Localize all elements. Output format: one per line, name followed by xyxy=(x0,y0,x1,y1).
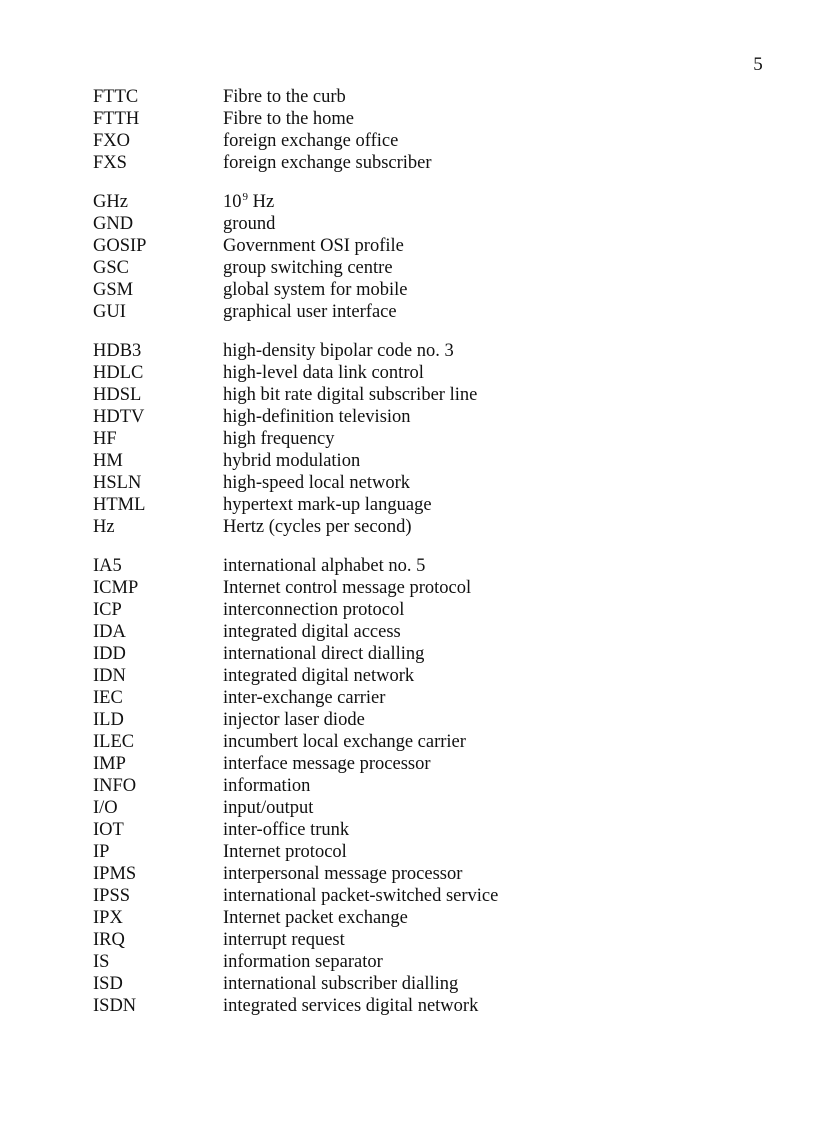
glossary-entry xyxy=(93,130,733,152)
definition-text: high bit rate digital subscriber line xyxy=(223,385,478,405)
definition-text: interface message processor xyxy=(223,754,431,774)
abbreviation: FXS xyxy=(93,153,127,173)
definition xyxy=(223,577,733,599)
definition-text: Internet protocol xyxy=(223,842,347,862)
definition-text: international direct dialling xyxy=(223,644,425,664)
definition xyxy=(223,472,733,494)
definition-text: international packet-switched service xyxy=(223,886,499,906)
glossary-group xyxy=(93,555,733,1017)
definition xyxy=(223,753,733,775)
definition xyxy=(223,384,733,406)
glossary-entry xyxy=(93,450,733,472)
definition xyxy=(223,406,733,428)
definition xyxy=(223,301,733,323)
definition-text: inter-office trunk xyxy=(223,820,350,840)
abbreviation: IPX xyxy=(93,908,123,928)
definition-text: Fibre to the home xyxy=(223,109,355,129)
definition xyxy=(223,235,733,257)
glossary-entry xyxy=(93,577,733,599)
definition xyxy=(223,213,733,235)
abbreviation: HDTV xyxy=(93,407,145,427)
abbreviation: GUI xyxy=(93,302,126,322)
definition xyxy=(223,731,733,753)
definition-text: Fibre to the curb xyxy=(223,87,346,107)
definition-text: hypertext mark-up language xyxy=(223,495,432,515)
abbreviation: ILD xyxy=(93,710,124,730)
abbreviation: Hz xyxy=(93,517,115,537)
abbreviation: ILEC xyxy=(93,732,135,752)
glossary-entry xyxy=(93,797,733,819)
glossary-entry xyxy=(93,951,733,973)
definition xyxy=(223,516,733,538)
glossary-entry xyxy=(93,863,733,885)
abbreviation: FTTC xyxy=(93,87,139,107)
glossary-entry xyxy=(93,753,733,775)
definition xyxy=(223,340,733,362)
definition xyxy=(223,709,733,731)
glossary-entry xyxy=(93,406,733,428)
glossary-entry xyxy=(93,279,733,301)
definition xyxy=(223,687,733,709)
glossary-entry xyxy=(93,257,733,279)
definition-text: Internet packet exchange xyxy=(223,908,408,928)
abbreviation: HTML xyxy=(93,495,146,515)
definition-text: information xyxy=(223,776,311,796)
definition xyxy=(223,86,733,108)
definition-text: 10 xyxy=(223,192,242,212)
abbreviation: GOSIP xyxy=(93,236,147,256)
glossary-entry xyxy=(93,384,733,406)
definition xyxy=(223,450,733,472)
definition-text: interpersonal message processor xyxy=(223,864,463,884)
glossary-entry xyxy=(93,599,733,621)
abbreviation: IA5 xyxy=(93,556,122,576)
glossary-entry xyxy=(93,731,733,753)
definition-text: information separator xyxy=(223,952,383,972)
glossary-entry xyxy=(93,213,733,235)
abbreviation: ISD xyxy=(93,974,123,994)
abbreviation: HSLN xyxy=(93,473,142,493)
glossary-entry xyxy=(93,643,733,665)
abbreviation: ICP xyxy=(93,600,122,620)
definition xyxy=(223,599,733,621)
glossary-entry xyxy=(93,86,733,108)
glossary-entry xyxy=(93,516,733,538)
glossary-entry xyxy=(93,709,733,731)
definition-text: Government OSI profile xyxy=(223,236,404,256)
glossary-entry xyxy=(93,494,733,516)
glossary-entry xyxy=(93,108,733,130)
abbreviation: GHz xyxy=(93,192,128,212)
abbreviation: IPMS xyxy=(93,864,137,884)
definition-text: ground xyxy=(223,214,276,234)
glossary-entry xyxy=(93,191,733,213)
definition xyxy=(223,555,733,577)
definition-text: hybrid modulation xyxy=(223,451,361,471)
definition-text: high-density bipolar code no. 3 xyxy=(223,341,454,361)
abbreviation: IDN xyxy=(93,666,126,686)
glossary-entry xyxy=(93,428,733,450)
definition xyxy=(223,130,733,152)
definition xyxy=(223,665,733,687)
definition xyxy=(223,819,733,841)
definition-text: graphical user interface xyxy=(223,302,397,322)
glossary-group xyxy=(93,86,733,174)
glossary-entry xyxy=(93,885,733,907)
abbreviation: FTTH xyxy=(93,109,140,129)
glossary-group xyxy=(93,340,733,538)
abbreviation: ICMP xyxy=(93,578,139,598)
abbreviation: HM xyxy=(93,451,123,471)
definition-text: interconnection protocol xyxy=(223,600,405,620)
abbreviation: IDD xyxy=(93,644,126,664)
glossary-group xyxy=(93,191,733,323)
glossary-entry xyxy=(93,819,733,841)
definition-text: global system for mobile xyxy=(223,280,408,300)
definition-text: foreign exchange subscriber xyxy=(223,153,432,173)
definition-text: high-level data link control xyxy=(223,363,424,383)
definition-text: high-definition television xyxy=(223,407,411,427)
definition-text: high-speed local network xyxy=(223,473,410,493)
abbreviation: IEC xyxy=(93,688,123,708)
abbreviation: IRQ xyxy=(93,930,125,950)
glossary-entry xyxy=(93,687,733,709)
definition xyxy=(223,643,733,665)
glossary-entry xyxy=(93,301,733,323)
definition xyxy=(223,362,733,384)
definition-text: incumbert local exchange carrier xyxy=(223,732,466,752)
definition-text: integrated services digital network xyxy=(223,996,479,1016)
definition-text: injector laser diode xyxy=(223,710,365,730)
glossary-entry xyxy=(93,235,733,257)
abbreviation: GSM xyxy=(93,280,134,300)
definition-superscript: 9 xyxy=(242,191,248,203)
glossary-entry xyxy=(93,775,733,797)
abbreviation: IP xyxy=(93,842,110,862)
abbreviation: HDLC xyxy=(93,363,144,383)
definition-text: input/output xyxy=(223,798,314,818)
definition xyxy=(223,108,733,130)
definition xyxy=(223,191,733,213)
definition xyxy=(223,494,733,516)
glossary-entry xyxy=(93,621,733,643)
definition-text: Internet control message protocol xyxy=(223,578,472,598)
abbreviation: HDB3 xyxy=(93,341,142,361)
glossary-entry xyxy=(93,362,733,384)
glossary-entry xyxy=(93,907,733,929)
abbreviation: IOT xyxy=(93,820,124,840)
definition-text: high frequency xyxy=(223,429,335,449)
definition-text: foreign exchange office xyxy=(223,131,399,151)
definition xyxy=(223,621,733,643)
abbreviation: GND xyxy=(93,214,134,234)
definition xyxy=(223,863,733,885)
definition xyxy=(223,257,733,279)
definition-text: inter-exchange carrier xyxy=(223,688,386,708)
abbreviation: IDA xyxy=(93,622,126,642)
definition xyxy=(223,907,733,929)
glossary-entry xyxy=(93,841,733,863)
definition xyxy=(223,885,733,907)
abbreviation: FXO xyxy=(93,131,131,151)
definition-text: Hertz (cycles per second) xyxy=(223,517,412,537)
abbreviation: IPSS xyxy=(93,886,131,906)
definition xyxy=(223,797,733,819)
definition-text: integrated digital access xyxy=(223,622,401,642)
abbreviation: ISDN xyxy=(93,996,137,1016)
glossary-entry xyxy=(93,472,733,494)
definition xyxy=(223,929,733,951)
definition xyxy=(223,841,733,863)
definition xyxy=(223,152,733,174)
glossary-entry xyxy=(93,929,733,951)
glossary-entry xyxy=(93,665,733,687)
definition-text: international subscriber dialling xyxy=(223,974,459,994)
glossary-entry xyxy=(93,555,733,577)
abbreviation: GSC xyxy=(93,258,129,278)
page-number: 5 xyxy=(753,54,763,75)
definition xyxy=(223,951,733,973)
definition xyxy=(223,775,733,797)
glossary-entry xyxy=(93,995,733,1017)
definition xyxy=(223,973,733,995)
definition-text: group switching centre xyxy=(223,258,393,278)
definition-text: international alphabet no. 5 xyxy=(223,556,426,576)
definition-text: integrated digital network xyxy=(223,666,415,686)
definition xyxy=(223,279,733,301)
definition-text-suffix: Hz xyxy=(248,192,275,212)
glossary-entry xyxy=(93,340,733,362)
abbreviation: HDSL xyxy=(93,385,142,405)
definition xyxy=(223,995,733,1017)
abbreviation: INFO xyxy=(93,776,137,796)
abbreviation: I/O xyxy=(93,798,118,818)
abbreviation: HF xyxy=(93,429,117,449)
glossary-entry xyxy=(93,152,733,174)
abbreviation: IS xyxy=(93,952,110,972)
abbreviation: IMP xyxy=(93,754,126,774)
abbreviation-glossary xyxy=(93,86,733,1034)
definition xyxy=(223,428,733,450)
glossary-entry xyxy=(93,973,733,995)
definition-text: interrupt request xyxy=(223,930,345,950)
